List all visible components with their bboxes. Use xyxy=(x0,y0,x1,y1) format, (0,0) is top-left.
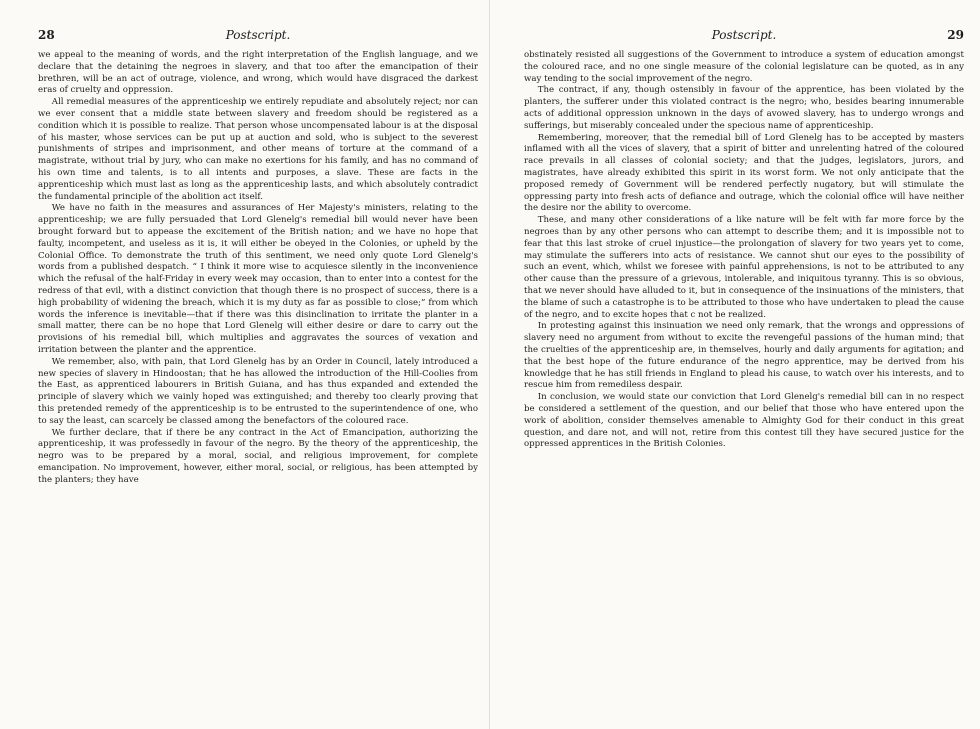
left-page-header xyxy=(38,28,478,50)
left-page-body xyxy=(38,50,478,486)
paragraph: We further declare, that if there be any contract in the Act of Emancipation, authorizing the apprenticeship, it was professedly in favour of the negro. By the theory of the apprenticeship, the negro was to be prepared by a moral, social, and religious improvement, for complete emancipation. No improvement, however, either moral, social, or religious, has been attempted by the planters; they have xyxy=(38,427,478,485)
right-running-head: Postscript. xyxy=(711,28,777,42)
paragraph: We remember, also, with pain, that Lord Glenelg has by an Order in Council, lately introduced a new species of slavery in Hindoostan; that he has allowed the introduction of the Hill-Coolies from the East, as apprenticed labourers in British Guiana, and has thus expanded and extended the principle of slavery which we vainly hoped was extinguished; and thereby too clearly proving that this pretended remedy of the apprenticeship is to be entrusted to the superintendence of one, who to say the least, can scarcely be classed among the benefactors of the coloured race. xyxy=(38,356,478,426)
paragraph: We have no faith in the measures and assurances of Her Majesty's ministers, relating to the apprenticeship; we are fully persuaded that Lord Glenelg's remedial bill would never have been brought forward but to appease the excitement of the British nation; and we have no hope that faulty, incompetent, and useless as it is, it will either be obeyed in the Colonies, or upheld by the Colonial Office. To demonstrate the truth of this sentiment, we need only quote Lord Glenelg's words from a published despatch. “ I think it more wise to acquiesce silently in the inconvenience which the refusal of the half-Friday in every week may occasion, than to enter into a contest for the redress of that evil, with a distinct conviction that though there is no prospect of success, there is a high probability of widening the breach, which it is my duty as far as possible to close;” from which words the inference is inevitable—that if there was this disinclination to irritate the planter in a small matter, there can be no hope that Lord Glenelg will either desire or dare to carry out the provisions of his remedial bill, which multiplies and aggravates the sources of vexation and irritation between the planter and the apprentice. xyxy=(38,203,478,355)
paragraph: The contract, if any, though ostensibly in favour of the apprentice, has been violated by the planters, the sufferer under this violated contract is the negro; who, besides bearing innumerable acts of additional oppression unknown in the days of avowed slavery, has to undergo wrongs and sufferings, but miserably concealed under the specious name of apprenticeship. xyxy=(524,85,964,131)
paragraph: In protesting against this insinuation we need only remark, that the wrongs and oppressions of slavery need no argument from without to excite the revengeful passions of the human mind; that the cruelties of the apprenticeship are, in themselves, hourly and daily arguments for agitation; and that the best hope of the future endurance of the negro apprentice, may be derived from his knowledge that he has still friends in England to plead his cause, to watch over his interests, and to rescue him from remediless despair. xyxy=(524,321,964,391)
right-page-number: 29 xyxy=(947,28,964,42)
paragraph: All remedial measures of the apprenticeship we entirely repudiate and absolutely reject; nor can we ever consent that a middle state between slavery and freedom should be registered as a condition which it is possible to realize. That person whose uncompensated labour is at the disposal of his master, whose services can be put up at auction and sold, who is subject to the severest punishments of stripes and imprisonment, and other means of torture at the command of a magistrate, without trial by jury, who can make no exertions for his family, and has no command of his own time and talents, is to all intents and purposes, a slave. These are facts in the apprenticeship which must last as long as the apprenticeship lasts, and which absolutely contradict the fundamental principle of the abolition act itself. xyxy=(38,97,478,202)
paragraph: we appeal to the meaning of words, and the right interpretation of the English language, and we declare that the detaining the negroes in slavery, and that too after the emancipation of their brethren, will be an act of outrage, violence, and wrong, which would have disgraced the darkest eras of cruelty and oppression. xyxy=(38,50,478,96)
left-page-number: 28 xyxy=(38,28,55,42)
right-page-header xyxy=(524,28,964,50)
left-page xyxy=(38,0,478,729)
left-running-head: Postscript. xyxy=(225,28,291,42)
paragraph: obstinately resisted all suggestions of the Government to introduce a system of education amongst the coloured race, and no one single measure of the colonial legislature can be quoted, as in any way tending to the social improvement of the negro. xyxy=(524,50,964,84)
gutter-fold xyxy=(489,0,490,729)
right-page xyxy=(524,0,964,729)
right-page-body xyxy=(524,50,964,451)
paragraph: In conclusion, we would state our conviction that Lord Glenelg's remedial bill can in no respect be considered a settlement of the question, and our belief that those who have entered upon the work of abolition, consider themselves amenable to Almighty God for their conduct in this great question, and dare not, and will not, retire from this contest till they have secured justice for the oppressed apprentices in the British Colonies. xyxy=(524,392,964,450)
paragraph: These, and many other considerations of a like nature will be felt with far more force by the negroes than by any other persons who can attempt to describe them; and it is impossible not to fear that this last stroke of cruel injustice—the prolongation of slavery for two years yet to come, may stimulate the sufferers into acts of resistance. We cannot shut our eyes to the possibility of such an event, which, whilst we foresee with painful apprehensions, is not to be attributed to any other cause than the pressure of a grievous, intolerable, and iniquitous tyranny. This is so obvious, that we never should have alluded to it, but in consequence of the insinuations of the ministers, that the blame of such a catastrophe is to be attributed to those who have undertaken to plead the cause of the negro, and to excite hopes that c not be realized. xyxy=(524,215,964,320)
paragraph: Remembering, moreover, that the remedial bill of Lord Glenelg has to be accepted by masters inflamed with all the vices of slavery, that a spirit of bitter and unrelenting hatred of the coloured race prevails in all classes of colonial society; and that the judges, legislators, jurors, and magistrates, have already exhibited this spirit in its worst form. We not only anticipate that the proposed remedy of Government will be rendered perfectly nugatory, but will stimulate the oppressing party into fresh acts of defiance and outrage, which the colonial office will have neither the desire nor the ability to overcome. xyxy=(524,132,964,214)
